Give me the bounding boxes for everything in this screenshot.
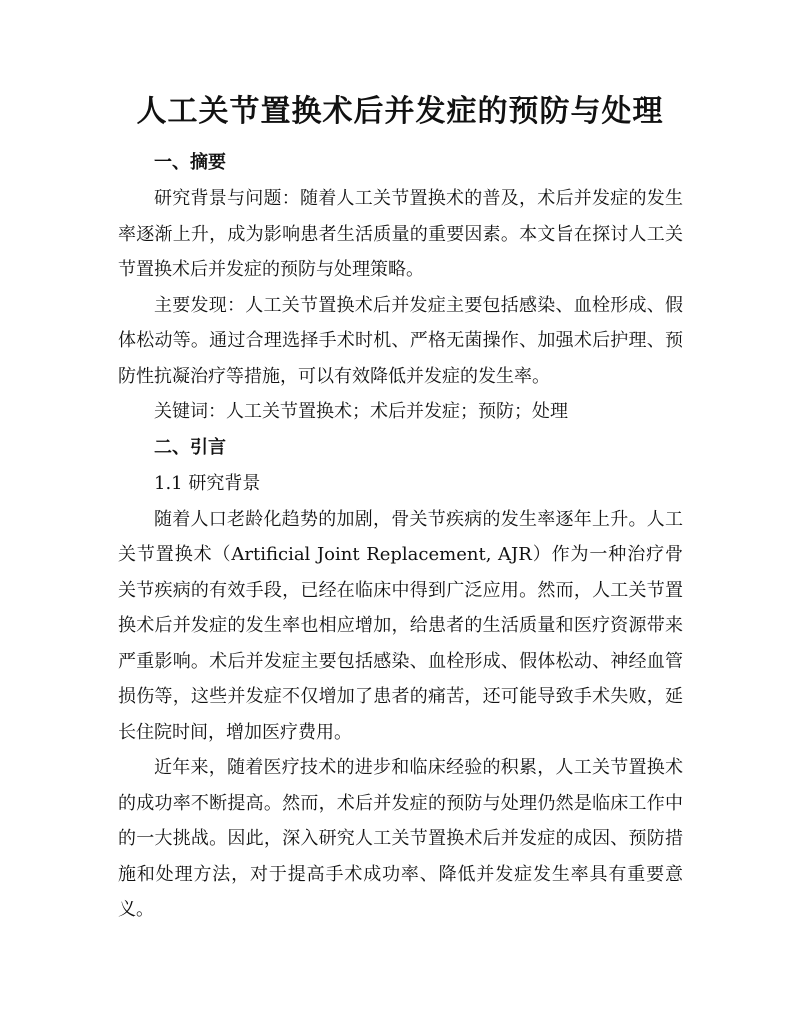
subsection-heading-research-background: 1.1 研究背景 xyxy=(154,472,261,494)
document-body xyxy=(118,145,683,928)
abstract-background-paragraph: 研究背景与问题：随着人工关节置换术的普及，术后并发症的发生率逐渐上升，成为影响患者生活质量的重要因素。本文旨在探讨人工关节置换术后并发症的预防与处理策略。 xyxy=(118,188,683,280)
section-heading-introduction: 二、引言 xyxy=(154,436,226,458)
document-title: 人工关节置换术后并发症的预防与处理 xyxy=(136,94,664,129)
abstract-findings-paragraph: 主要发现：人工关节置换术后并发症主要包括感染、血栓形成、假体松动等。通过合理选择手术时机、严格无菌操作、加强术后护理、预防性抗凝治疗等措施，可以有效降低并发症的发生率。 xyxy=(118,294,683,387)
introduction-paragraph-1: 随着人口老龄化趋势的加剧，骨关节疾病的发生率逐年上升。人工关节置换术（Artificial Joint Replacement, AJR）作为一种治疗骨关节疾病的有效手段，已经在临床中得到广泛应用。然而，人工关节置换术后并发症的发生率也相应增加，给患者的生活质量和医疗资源带来严重影响。术后并发症主要包括感染、血栓形成、假体松动、神经血管损伤等，这些并发症不仅增加了患者的痛苦，还可能导致手术失败，延长住院时间，增加医疗费用。 xyxy=(118,508,683,743)
introduction-paragraph-2: 近年来，随着医疗技术的进步和临床经验的积累，人工关节置换术的成功率不断提高。然而，术后并发症的预防与处理仍然是临床工作中的一大挑战。因此，深入研究人工关节置换术后并发症的成因、预防措施和处理方法，对于提高手术成功率、降低并发症发生率具有重要意义。 xyxy=(118,757,683,920)
section-heading-abstract: 一、摘要 xyxy=(154,152,226,173)
keywords-line: 关键词：人工关节置换术；术后并发症；预防；处理 xyxy=(154,401,568,422)
